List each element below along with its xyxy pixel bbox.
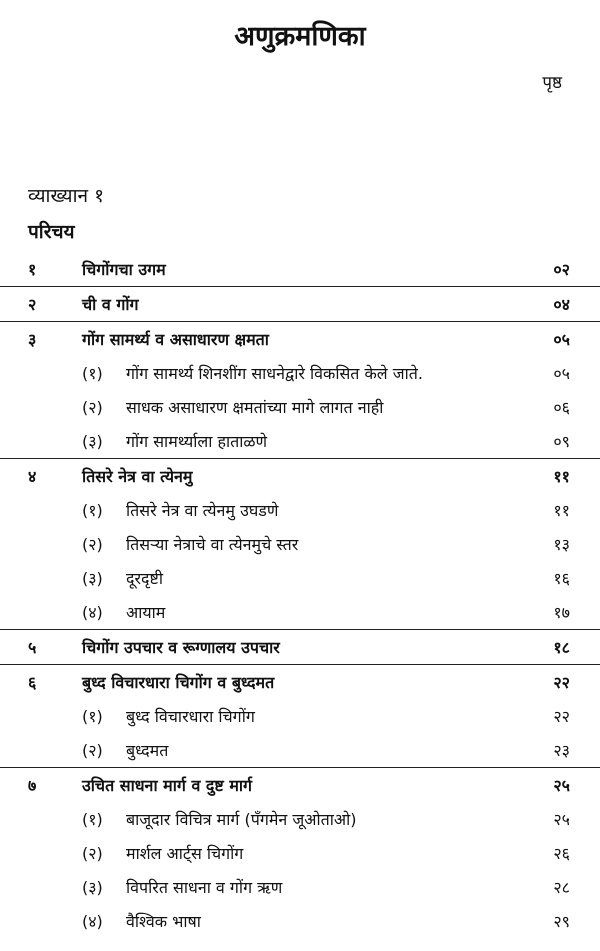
toc-subentry [0, 904, 600, 938]
toc-subentry [0, 802, 600, 836]
toc-entry [0, 252, 600, 286]
entry-number: २ [28, 295, 37, 314]
entry-page-number: २२ [553, 707, 570, 726]
entry-page-number: १८ [553, 638, 570, 657]
entry-title: गोंग सामर्थ्य व असाधारण क्षमता [82, 330, 269, 349]
subentry-label: (२) [82, 741, 103, 760]
toc-entry [0, 767, 600, 802]
entry-title: दूरदृष्टी [126, 569, 164, 588]
entry-title: बाजूदार विचित्र मार्ग (पँगमेन जूओताओ) [126, 810, 357, 829]
entry-page-number: २९ [553, 912, 570, 931]
entry-page-number: २६ [553, 844, 570, 863]
toc-subentry [0, 424, 600, 458]
subentry-label: (३) [82, 569, 103, 588]
entry-page-number: १६ [553, 569, 570, 588]
entry-title: ची व गोंग [82, 295, 139, 314]
toc-subentry [0, 527, 600, 561]
subentry-label: (१) [82, 810, 103, 829]
subentry-label: (३) [82, 878, 103, 897]
toc-subentry [0, 561, 600, 595]
intro-heading: परिचय [28, 221, 75, 243]
lecture-heading: व्याख्यान १ [28, 185, 104, 207]
entry-page-number: २३ [553, 741, 570, 760]
toc-entry [0, 458, 600, 493]
entry-title: बुध्द विचारधारा चिगोंग व बुध्दमत [82, 673, 275, 692]
toc-subentry [0, 493, 600, 527]
entry-page-number: २५ [553, 810, 570, 829]
entry-page-number: ०५ [553, 364, 570, 383]
entry-number: ३ [28, 330, 37, 349]
entry-number: ७ [28, 776, 37, 795]
toc-subentry [0, 699, 600, 733]
subentry-label: (४) [82, 912, 103, 931]
toc-list [0, 252, 600, 938]
entry-title: तिसरे नेत्र वा त्येनमु उघडणे [126, 501, 279, 520]
entry-number: १ [28, 260, 37, 279]
toc-subentry [0, 356, 600, 390]
entry-page-number: ०४ [553, 295, 570, 314]
entry-title: मार्शल आर्ट्स चिगोंग [126, 844, 244, 863]
subentry-label: (१) [82, 501, 103, 520]
subentry-label: (३) [82, 432, 103, 451]
entry-page-number: ११ [553, 467, 570, 486]
entry-title: बुध्दमत [126, 741, 169, 760]
subentry-label: (२) [82, 844, 103, 863]
entry-page-number: ०६ [553, 398, 570, 417]
entry-number: ६ [28, 673, 37, 692]
subentry-label: (४) [82, 603, 103, 622]
subentry-label: (१) [82, 707, 103, 726]
entry-title: उचित साधना मार्ग व दुष्ट मार्ग [82, 776, 253, 795]
toc-subentry [0, 733, 600, 767]
entry-page-number: २२ [553, 673, 570, 692]
entry-page-number: २८ [553, 878, 570, 897]
entry-page-number: ११ [553, 501, 570, 520]
entry-title: तिसऱ्या नेत्राचे वा त्येनमुचे स्तर [126, 535, 299, 554]
entry-title: चिगोंगचा उगम [82, 260, 166, 279]
subentry-label: (२) [82, 398, 103, 417]
entry-page-number: ०२ [553, 260, 570, 279]
entry-title: चिगोंग उपचार व रूग्णालय उपचार [82, 638, 280, 657]
subentry-label: (१) [82, 364, 103, 383]
entry-title: साधक असाधारण क्षमतांच्या मागे लागत नाही [126, 398, 384, 417]
toc-subentry [0, 595, 600, 629]
entry-title: विपरित साधना व गोंग ऋण [126, 878, 283, 897]
toc-entry [0, 664, 600, 699]
entry-page-number: ०९ [553, 432, 570, 451]
entry-number: ४ [28, 467, 37, 486]
entry-page-number: ०५ [553, 330, 570, 349]
toc-entry [0, 286, 600, 321]
entry-title: आयाम [126, 603, 166, 622]
toc-subentry [0, 390, 600, 424]
page-column-header: पृष्ठ [542, 73, 562, 93]
entry-title: गोंग सामर्थ्याला हाताळणे [126, 432, 268, 451]
entry-title: गोंग सामर्थ्य शिनशींग साधनेद्वारे विकसित केले जाते. [126, 364, 423, 383]
entry-page-number: १७ [553, 603, 570, 622]
entry-number: ५ [28, 638, 37, 657]
page-title: अणुक्रमणिका [234, 21, 366, 52]
toc-entry [0, 321, 600, 356]
entry-title: वैश्विक भाषा [126, 912, 201, 931]
entry-title: तिसरे नेत्र वा त्येनमु [82, 467, 193, 486]
subentry-label: (२) [82, 535, 103, 554]
toc-subentry [0, 870, 600, 904]
toc-subentry [0, 836, 600, 870]
toc-entry [0, 629, 600, 664]
entry-page-number: २५ [553, 776, 570, 795]
entry-page-number: १३ [553, 535, 570, 554]
entry-title: बुध्द विचारधारा चिगोंग [126, 707, 255, 726]
